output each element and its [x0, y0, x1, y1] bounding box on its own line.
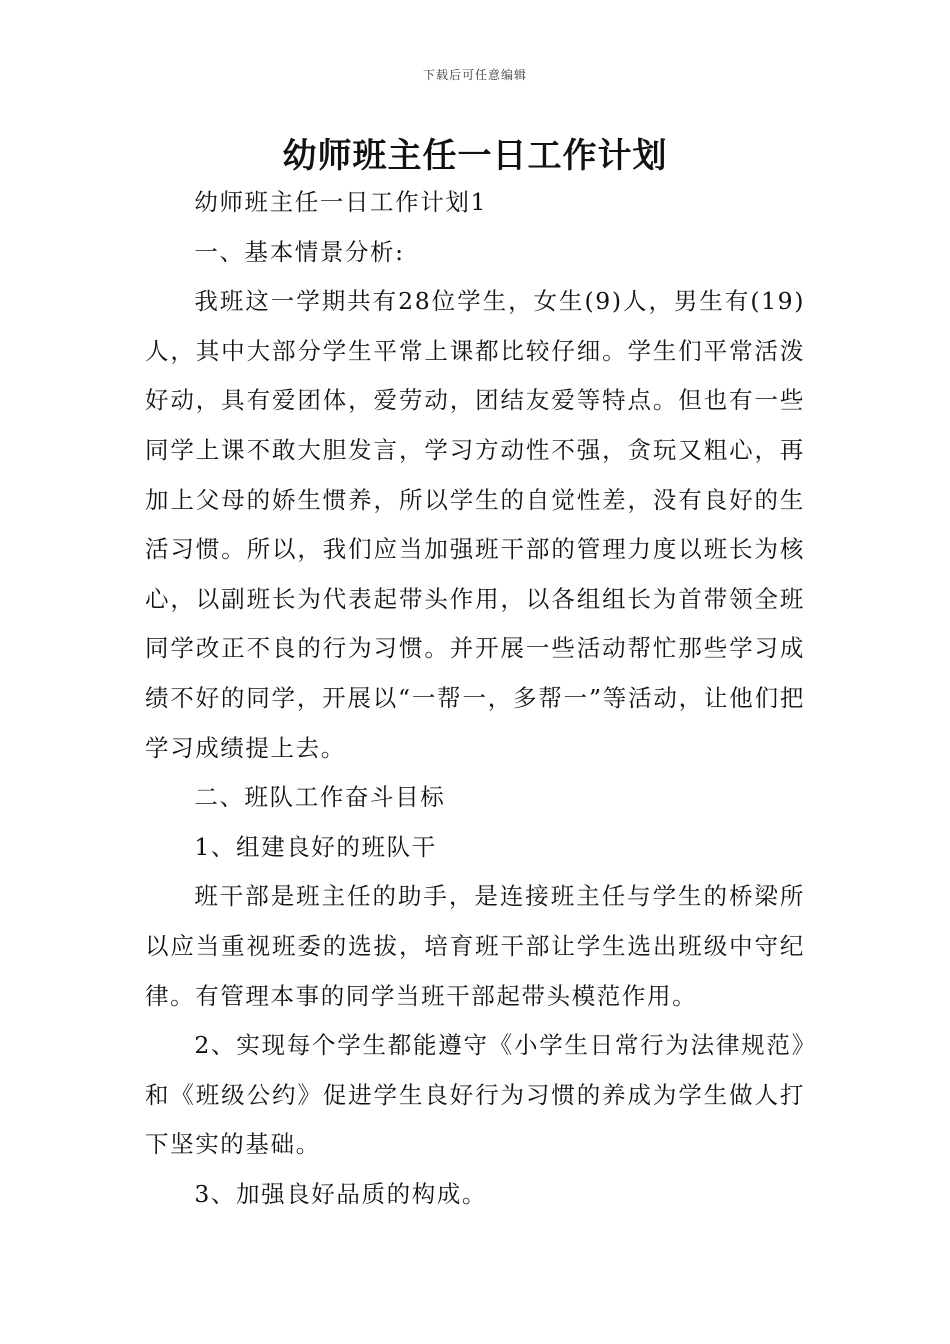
- document-body: [145, 178, 805, 1219]
- paragraph-rules-compliance: 2、实现每个学生都能遵守《小学生日常行为法律规范》和《班级公约》促进学生良好行为习惯的养成为学生做人打下坚实的基础。: [145, 1031, 805, 1159]
- subheading-class-cadre: 1、组建良好的班队干: [194, 832, 437, 861]
- section-heading-goals: 二、班队工作奋斗目标: [194, 783, 446, 812]
- paragraph-class-cadre: 班干部是班主任的助手，是连接班主任与学生的桥梁所以应当重视班委的选拔，培育班干部让学生选出班级中守纪律。有管理本事的同学当班干部起带头模范作用。: [145, 882, 805, 1010]
- section-heading-plan-1: 幼师班主任一日工作计划1: [194, 188, 487, 216]
- header-note: 下载后可任意编辑: [422, 68, 527, 82]
- section-heading-situation-analysis: 一、基本情景分析:: [194, 237, 405, 266]
- paragraph-class-situation: 我班这一学期共有28位学生，女生(9)人，男生有(19)人，其中大部分学生平常上课都比较仔细。学生们平常活泼好动，具有爱团体，爱劳动，团结友爱等特点。但也有一些同学上课不敢大胆发言，学习方动性不强，贪玩又粗心，再加上父母的娇生惯养，所以学生的自觉性差，没有良好的生活习惯。所以，我们应当加强班干部的管理力度以班长为核心，以副班长为代表起带头作用，以各组组长为首带领全班同学改正不良的行为习惯。并开展一些活动帮忙那些学习成绩不好的同学，开展以“一帮一，多帮一”等活动，让他们把学习成绩提上去。: [145, 287, 805, 762]
- document-title: 幼师班主任一日工作计划: [282, 136, 668, 176]
- paragraph-good-qualities: 3、加强良好品质的构成。: [194, 1179, 487, 1208]
